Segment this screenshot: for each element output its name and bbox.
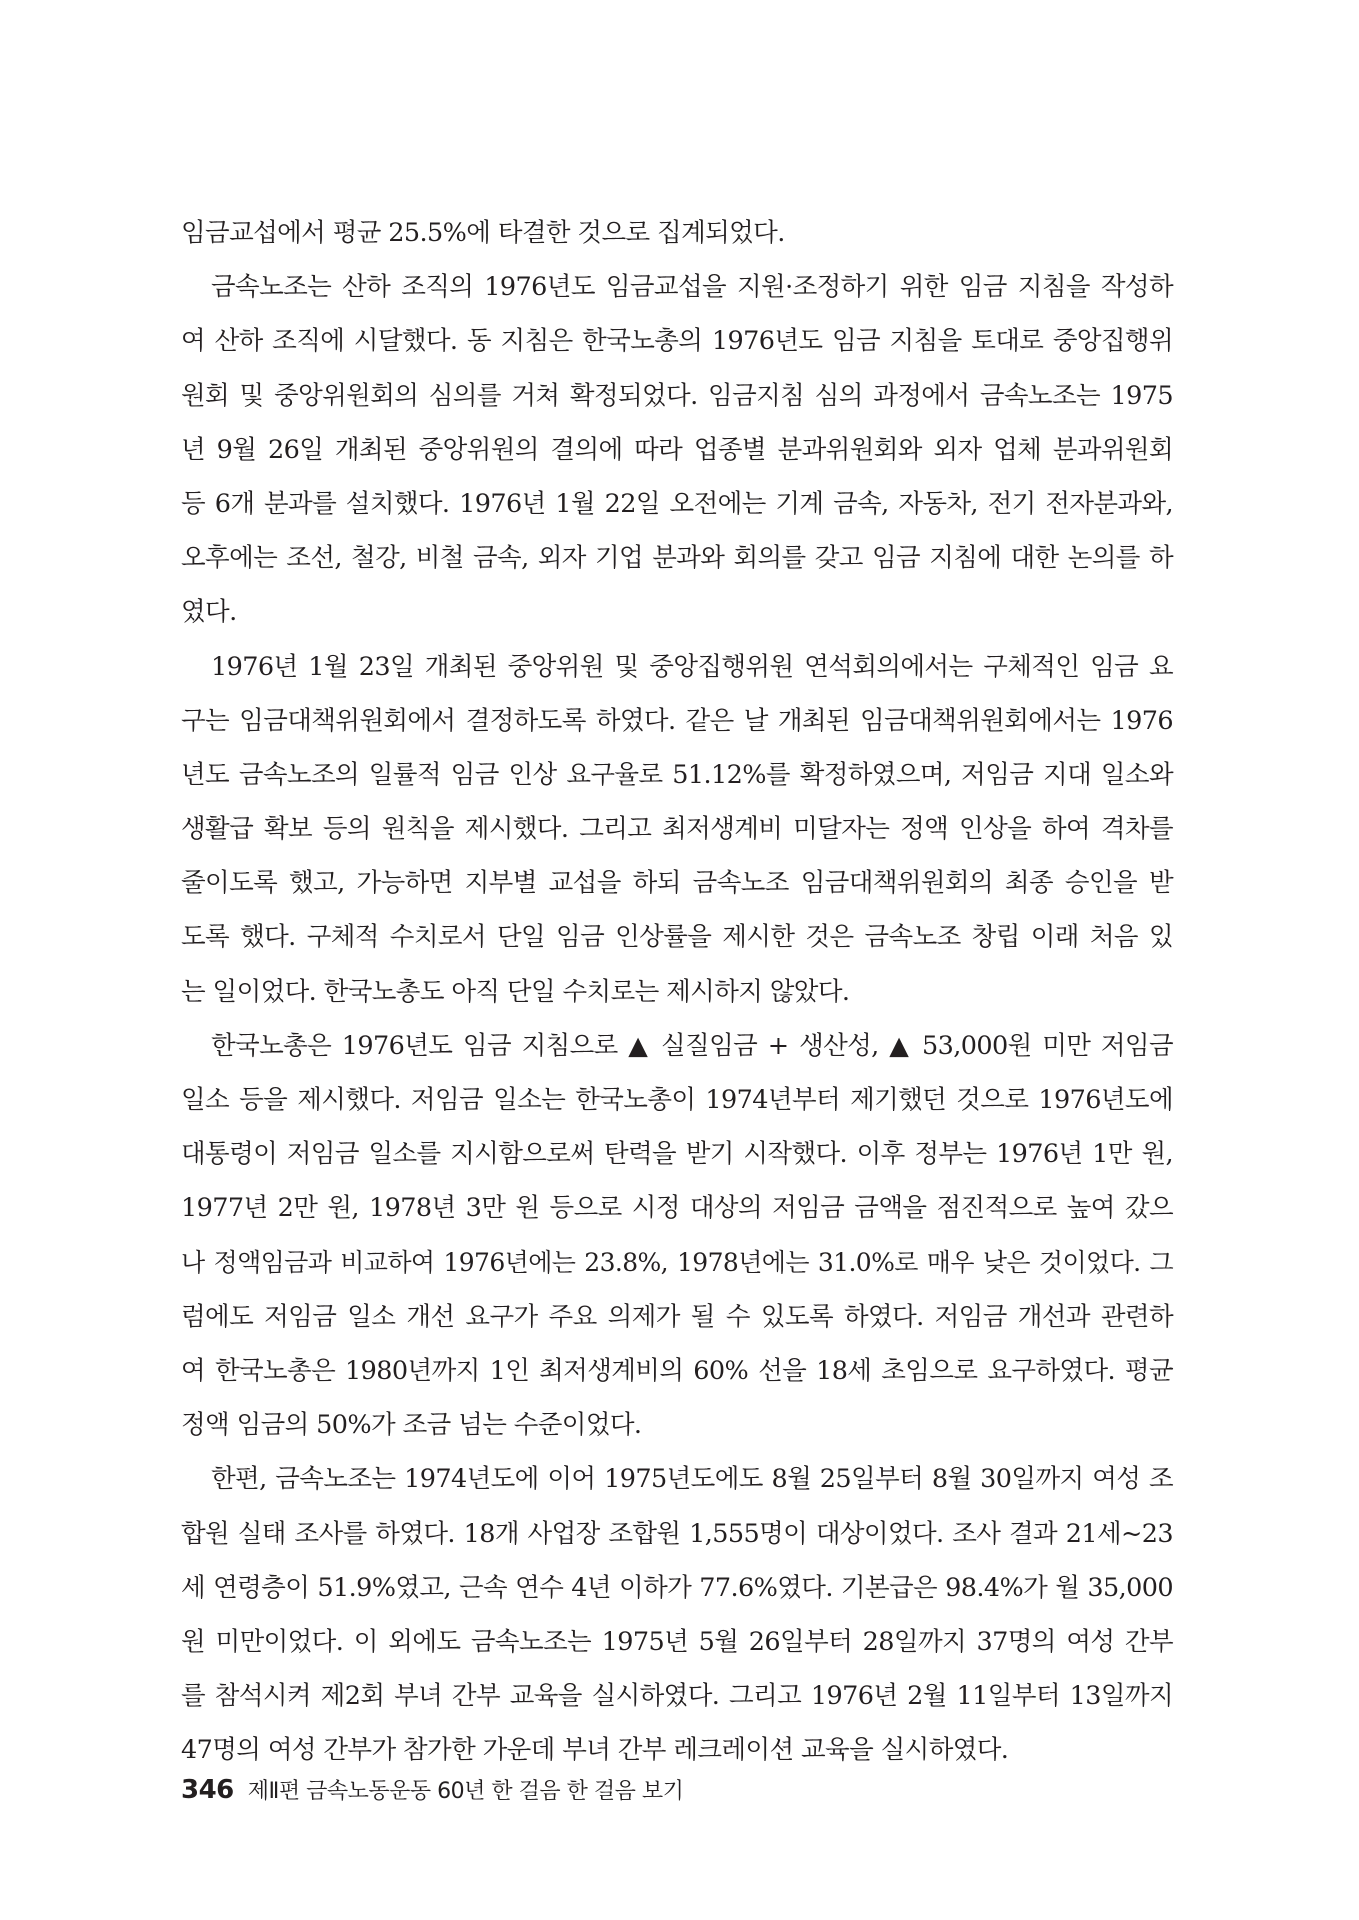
text-line: 정액 임금의 50%가 조금 넘는 수준이었다.	[181, 1410, 642, 1441]
text-line: 여 산하 조직에 시달했다. 동 지침은 한국노총의 1976년도 임금 지침을 토대로 중앙집행위	[181, 326, 1173, 357]
text-line: 를 참석시켜 제2회 부녀 간부 교육을 실시하였다. 그리고 1976년 2월 11일부터 13일까지	[181, 1681, 1173, 1712]
text-line: 47명의 여성 간부가 참가한 가운데 부녀 간부 레크레이션 교육을 실시하였다.	[181, 1735, 1009, 1766]
text-line: 일소 등을 제시했다. 저임금 일소는 한국노총이 1974년부터 제기했던 것으로 1976년도에	[181, 1085, 1173, 1115]
text-line: 금속노조는 산하 조직의 1976년도 임금교섭을 지원·조정하기 위한 임금 지침을 작성하	[211, 272, 1173, 303]
text-line: 대통령이 저임금 일소를 지시함으로써 탄력을 받기 시작했다. 이후 정부는 1976년 1만 원,	[181, 1139, 1173, 1170]
text-line: 임금교섭에서 평균 25.5%에 타결한 것으로 집계되었다.	[181, 218, 785, 248]
text-line: 원 미만이었다. 이 외에도 금속노조는 1975년 5월 26일부터 28일까지 37명의 여성 간부	[181, 1626, 1173, 1657]
text-line: 였다.	[181, 597, 237, 628]
text-line: 한편, 금속노조는 1974년도에 이어 1975년도에도 8월 25일부터 8월 30일까지 여성 조	[211, 1464, 1173, 1495]
text-line: 도록 했다. 구체적 수치로서 단일 임금 인상률을 제시한 것은 금속노조 창립 이래 처음 있	[181, 922, 1173, 953]
text-line: 원회 및 중앙위원회의 심의를 거쳐 확정되었다. 임금지침 심의 과정에서 금속노조는 1975	[181, 380, 1173, 411]
text-line: 는 일이었다. 한국노총도 아직 단일 수치로는 제시하지 않았다.	[181, 976, 850, 1007]
text-line: 합원 실태 조사를 하였다. 18개 사업장 조합원 1,555명이 대상이었다. 조사 결과 21세~23	[181, 1518, 1173, 1549]
text-line: 오후에는 조선, 철강, 비철 금속, 외자 기업 분과와 회의를 갖고 임금 지침에 대한 논의를 하	[181, 543, 1173, 574]
text-line: 등 6개 분과를 설치했다. 1976년 1월 22일 오전에는 기계 금속, 자동차, 전기 전자분과와,	[181, 488, 1173, 519]
text-line: 1977년 2만 원, 1978년 3만 원 등으로 시정 대상의 저임금 금액을 점진적으로 높여 갔으	[181, 1193, 1173, 1224]
page-footer	[181, 1773, 683, 1807]
text-line: 나 정액임금과 비교하여 1976년에는 23.8%, 1978년에는 31.0%로 매우 낮은 것이었다. 그	[181, 1247, 1173, 1277]
body-text	[181, 206, 1173, 1777]
text-line: 구는 임금대책위원회에서 결정하도록 하였다. 같은 날 개최된 임금대책위원회에서는 1976	[181, 705, 1173, 736]
text-line: 년도 금속노조의 일률적 임금 인상 요구율로 51.12%를 확정하였으며, 저임금 지대 일소와	[181, 759, 1173, 790]
text-line: 년 9월 26일 개최된 중앙위원의 결의에 따라 업종별 분과위원회와 외자 업체 분과위원회	[181, 434, 1173, 465]
text-line: 생활급 확보 등의 원칙을 제시했다. 그리고 최저생계비 미달자는 정액 인상을 하여 격차를	[181, 814, 1173, 845]
running-title: 제Ⅱ편 금속노동운동 60년 한 걸음 한 걸음 보기	[247, 1779, 684, 1804]
page-number: 346	[181, 1775, 234, 1805]
text-line: 세 연령층이 51.9%였고, 근속 연수 4년 이하가 77.6%였다. 기본급은 98.4%가 월 35,000	[181, 1572, 1173, 1603]
text-line: 1976년 1월 23일 개최된 중앙위원 및 중앙집행위원 연석회의에서는 구체적인 임금 요	[211, 651, 1173, 682]
text-line: 한국노총은 1976년도 임금 지침으로 ▲ 실질임금 + 생산성, ▲ 53,000원 미만 저임금	[211, 1030, 1173, 1061]
text-line: 줄이도록 했고, 가능하면 지부별 교섭을 하되 금속노조 임금대책위원회의 최종 승인을 받	[181, 868, 1173, 899]
text-line: 여 한국노총은 1980년까지 1인 최저생계비의 60% 선을 18세 초임으로 요구하였다. 평균	[181, 1355, 1173, 1386]
text-line: 럼에도 저임금 일소 개선 요구가 주요 의제가 될 수 있도록 하였다. 저임금 개선과 관련하	[181, 1301, 1173, 1332]
